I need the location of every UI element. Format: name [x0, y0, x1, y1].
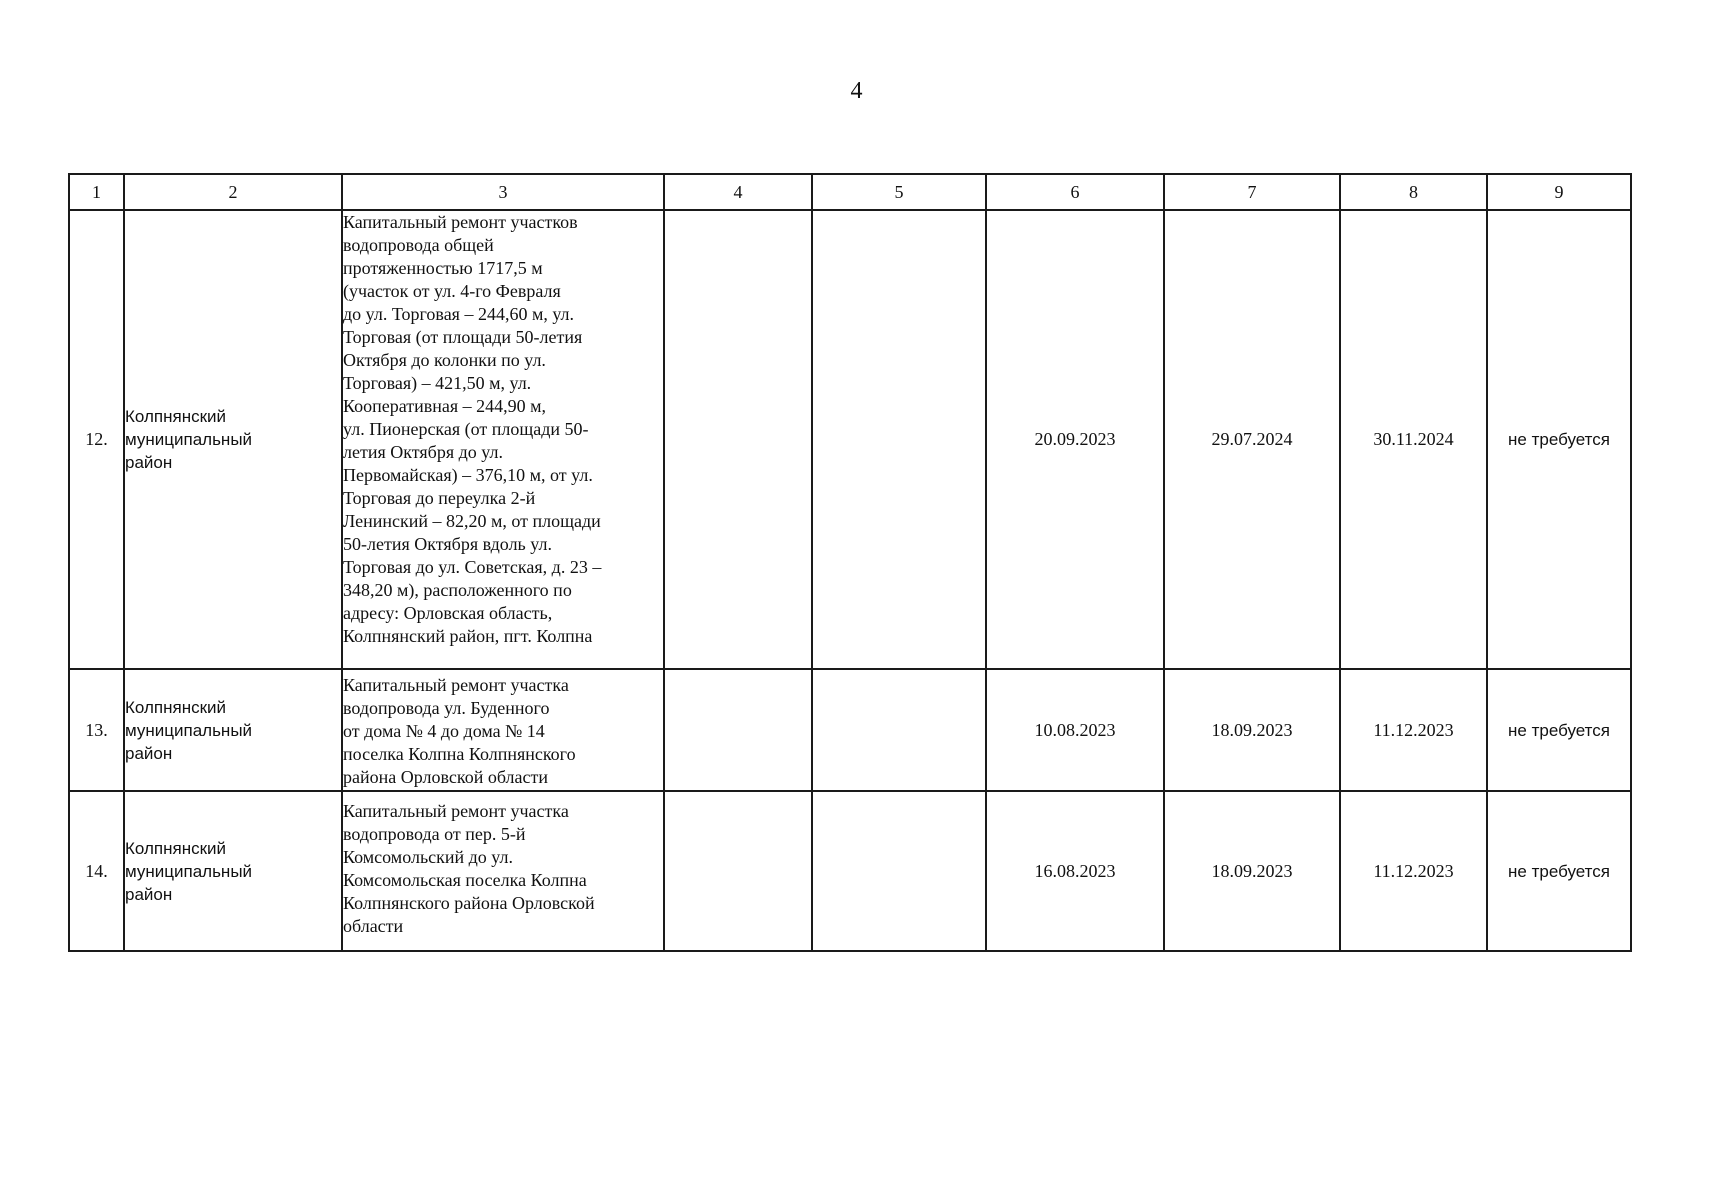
object-line: Первомайская) – 376,10 м, от ул.: [343, 465, 593, 485]
object-line: 50-летия Октября вдоль ул.: [343, 534, 552, 554]
object-line: Колпнянского района Орловской: [343, 893, 595, 913]
column-9-status: не требуется: [1487, 791, 1631, 951]
column-8-date: 11.12.2023: [1340, 669, 1487, 791]
column-header-4: 4: [664, 174, 812, 210]
object-line: водопровода ул. Буденного: [343, 698, 550, 718]
column-7-date: 29.07.2024: [1164, 210, 1340, 669]
object-line: 348,20 м), расположенного по: [343, 580, 572, 600]
district-line: Колпнянский: [125, 407, 227, 426]
column-4-cell: [664, 791, 812, 951]
object-line: Кооперативная – 244,90 м,: [343, 396, 547, 416]
row-number: 12.: [69, 210, 124, 669]
object-description-cell: [342, 669, 664, 791]
column-8-date: 11.12.2023: [1340, 791, 1487, 951]
object-line: Октября до колонки по ул.: [343, 350, 546, 370]
object-line: Торговая) – 421,50 м, ул.: [343, 373, 532, 393]
district-cell: [124, 669, 342, 791]
table-row: [69, 210, 1631, 669]
object-description-cell: [342, 210, 664, 669]
object-line: поселка Колпна Колпнянского: [343, 744, 576, 764]
column-6-date: 16.08.2023: [986, 791, 1164, 951]
column-5-cell: [812, 791, 986, 951]
column-8-date: 30.11.2024: [1340, 210, 1487, 669]
object-line: летия Октября до ул.: [343, 442, 503, 462]
district-line: Колпнянский: [125, 838, 227, 858]
object-line: Комсомольская поселка Колпна: [343, 870, 587, 890]
district-cell: [124, 791, 342, 951]
page-number: 4: [850, 78, 863, 104]
column-9-status: не требуется: [1487, 669, 1631, 791]
object-line: водопровода от пер. 5-й: [343, 824, 526, 844]
object-line: Капитальный ремонт участка: [343, 801, 569, 821]
object-line: Колпнянский район, пгт. Колпна: [343, 626, 593, 646]
column-7-date: 18.09.2023: [1164, 791, 1340, 951]
object-line: района Орловской области: [343, 767, 549, 787]
register-table: [68, 173, 1632, 952]
column-9-status: не требуется: [1487, 210, 1631, 669]
object-line: области: [343, 916, 404, 936]
column-7-date: 18.09.2023: [1164, 669, 1340, 791]
column-6-date: 20.09.2023: [986, 210, 1164, 669]
column-header-5: 5: [812, 174, 986, 210]
district-line: муниципальный: [125, 720, 253, 740]
object-line: ул. Пионерская (от площади 50-: [343, 419, 589, 439]
district-line: район: [125, 884, 173, 904]
column-header-8: 8: [1340, 174, 1487, 210]
column-header-9: 9: [1487, 174, 1631, 210]
object-line: Ленинский – 82,20 м, от площади: [343, 511, 601, 531]
column-header-7: 7: [1164, 174, 1340, 210]
object-line: Торговая до переулка 2-й: [343, 488, 536, 508]
header-row: [69, 174, 1631, 210]
object-line: Комсомольский до ул.: [343, 847, 513, 867]
district-line: Колпнянский: [125, 697, 227, 717]
column-header-3: 3: [342, 174, 664, 210]
object-line: адресу: Орловская область,: [343, 603, 553, 623]
object-description-cell: [342, 791, 664, 951]
column-5-cell: [812, 210, 986, 669]
object-line: (участок от ул. 4-го Февраля: [343, 281, 561, 301]
row-number: 13.: [69, 669, 124, 791]
column-header-1: 1: [69, 174, 124, 210]
column-header-6: 6: [986, 174, 1164, 210]
object-line: от дома № 4 до дома № 14: [343, 721, 545, 741]
district-cell: [124, 210, 342, 669]
object-line: Торговая до ул. Советская, д. 23 –: [343, 557, 602, 577]
district-line: муниципальный: [125, 430, 253, 449]
district-line: муниципальный: [125, 861, 253, 881]
district-line: район: [125, 453, 173, 472]
object-line: протяженностью 1717,5 м: [343, 258, 543, 278]
object-line: Капитальный ремонт участка: [343, 675, 569, 695]
object-line: водопровода общей: [343, 235, 494, 255]
object-line: Торговая (от площади 50-летия: [343, 327, 583, 347]
column-4-cell: [664, 669, 812, 791]
table-row: [69, 791, 1631, 951]
object-line: Капитальный ремонт участков: [343, 212, 578, 232]
object-line: до ул. Торговая – 244,60 м, ул.: [343, 304, 575, 324]
column-header-2: 2: [124, 174, 342, 210]
district-line: район: [125, 743, 173, 763]
column-4-cell: [664, 210, 812, 669]
table-row: [69, 669, 1631, 791]
row-number: 14.: [69, 791, 124, 951]
column-6-date: 10.08.2023: [986, 669, 1164, 791]
column-5-cell: [812, 669, 986, 791]
